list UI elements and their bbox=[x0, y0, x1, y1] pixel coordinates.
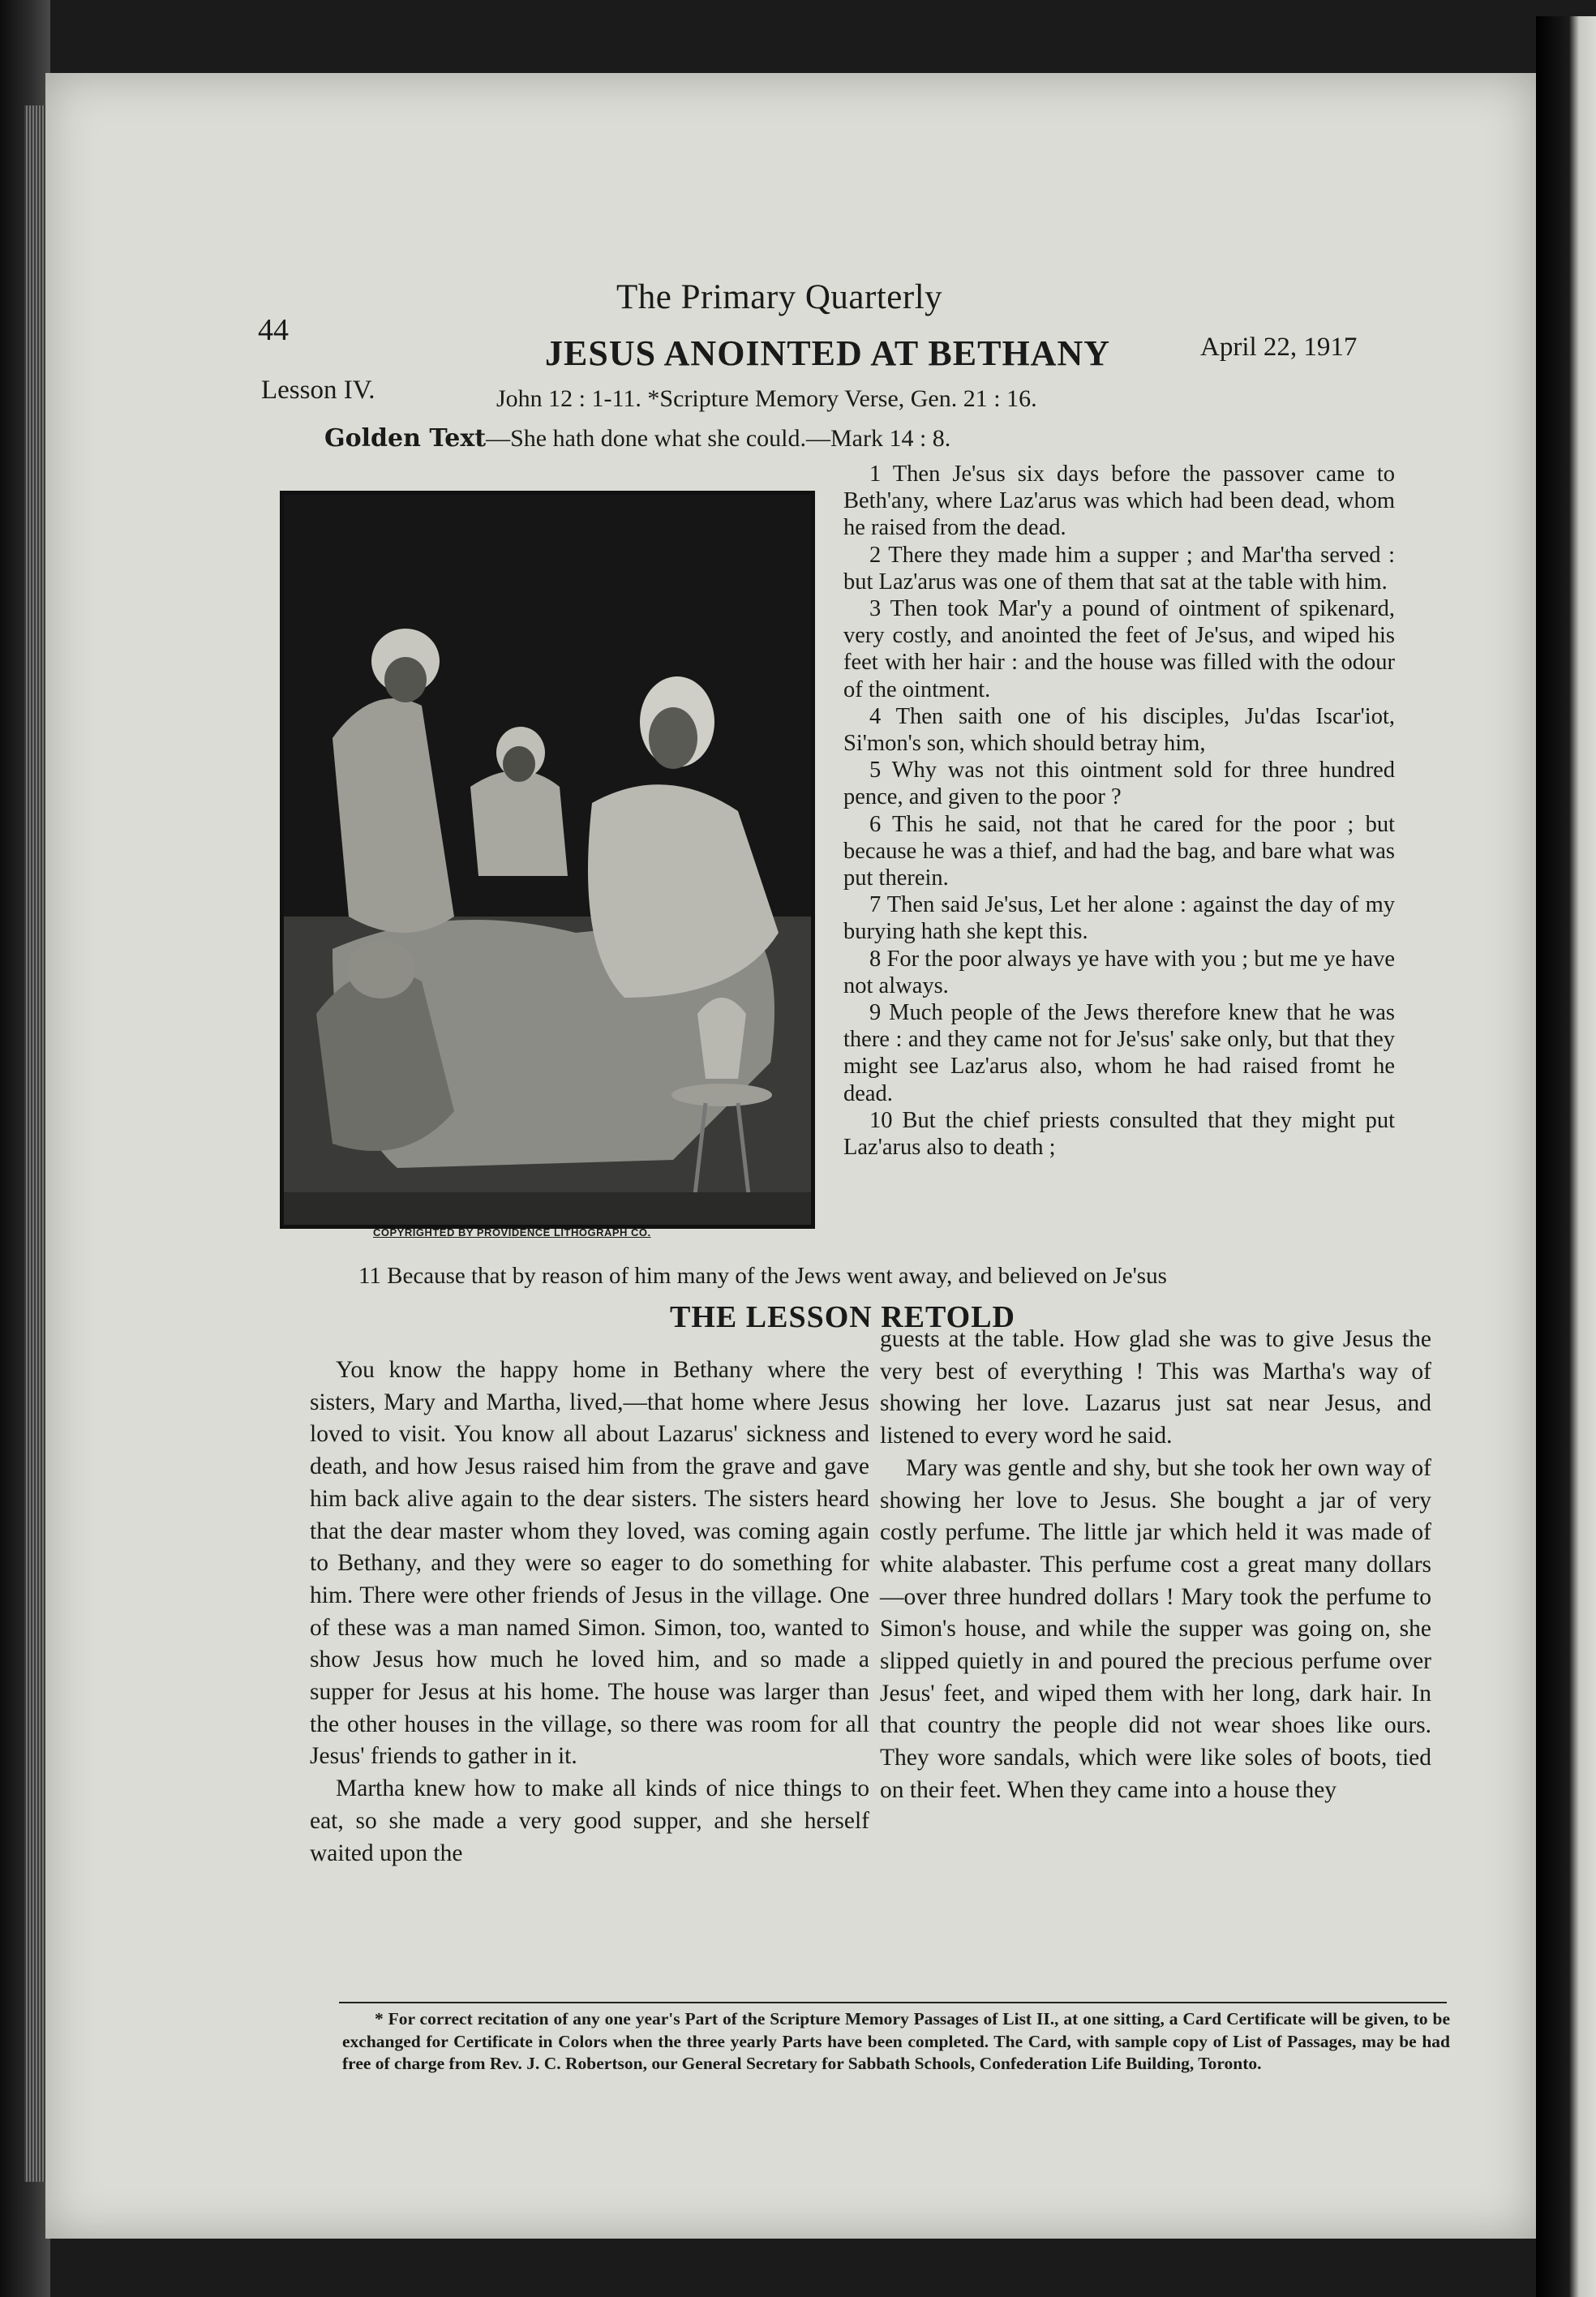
lesson-date: April 22, 1917 bbox=[1200, 333, 1358, 362]
golden-text-body: —She hath done what she could.—Mark 14 : 8. bbox=[486, 425, 951, 452]
lesson-title: JESUS ANOINTED AT BETHANY bbox=[545, 333, 1111, 373]
facing-page-edge bbox=[1536, 16, 1596, 2297]
footnote bbox=[342, 2008, 1450, 2076]
scripture-verse-11: 11 Because that by reason of him many of the Jews went away, and believed on Je'sus bbox=[358, 1263, 1167, 1289]
retold-paragraph: guests at the table. How glad she was to give Jesus the very best of everything ! This was Martha's way of showing her love. Lazarus just sat near Jesus, and listened to every word he said. bbox=[880, 1326, 1431, 1449]
scripture-verse: 9 Much people of the Jews therefore knew that he was there : and they came not for Je'sus' sake only, but that they might see Laz'arus also, whom he had raised fromt he dead. bbox=[843, 1000, 1395, 1106]
scripture-verse: 8 For the poor always ye have with you ; but me ye have not always. bbox=[843, 946, 1395, 998]
scripture-verse: 7 Then said Je'sus, Let her alone : against the day of my burying hath she kept this. bbox=[843, 892, 1395, 945]
scripture-reference: John 12 : 1-11. *Scripture Memory Verse, Gen. 21 : 16. bbox=[496, 385, 1037, 412]
footnote-divider bbox=[339, 2002, 1447, 2003]
scripture-passage bbox=[843, 461, 1395, 1161]
page-stack-edge bbox=[24, 105, 45, 2182]
scripture-verse: 5 Why was not this ointment sold for three hundred pence, and given to the poor ? bbox=[843, 758, 1395, 810]
scripture-verse: 3 Then took Mar'y a pound of ointment of spikenard, very costly, and anointed the feet of Je'sus, and wiped his feet with her hair : and the house was filled with the odour of the ointment. bbox=[843, 596, 1395, 702]
footnote-text: * For correct recitation of any one year's Part of the Scripture Memory Passages of List II., at one sitting, a Card Certificate will be given, to be exchanged for Certificate in Colors when the three yearly Parts have been completed. The Card, with sample copy of List of Passages, may be had free of charge from Rev. J. C. Robertson, our General Secretary for Sabbath Schools, Confederation Life Building, Toronto. bbox=[342, 2009, 1450, 2073]
scripture-verse: 2 There they made him a supper ; and Mar'tha served : but Laz'arus was one of them that sat at the table with him. bbox=[843, 542, 1395, 595]
retold-paragraph: Martha knew how to make all kinds of nice things to eat, so she made a very good supper, and she herself waited upon the bbox=[310, 1775, 869, 1866]
scripture-verse: 4 Then saith one of his disciples, Ju'das Iscar'iot, Si'mon's son, which should betray him, bbox=[843, 703, 1395, 757]
scripture-verse: 6 This he said, not that he cared for the poor ; but because he was a thief, and had the bag, and bare what was put therein. bbox=[843, 811, 1395, 891]
scripture-verse: 10 But the chief priests consulted that they might put Laz'arus also to death ; bbox=[843, 1107, 1395, 1161]
illustration-anointing bbox=[280, 491, 815, 1229]
retold-paragraph: You know the happy home in Bethany where the sisters, Mary and Martha, lived,—that home where Jesus loved to visit. You know all about Lazarus' sickness and death, and how Jesus raised him from the grave and gave him back alive again to the dear sisters. The sisters heard that the dear master whom they loved, was coming again to Bethany, and they were so eager to do something for him. There were other friends of Jesus in the village. One of these was a man named Simon. Simon, too, wanted to show Jesus how much he loved him, and so made a supper for Jesus at his home. The house was larger than the other houses in the village, so there was room for all Jesus' friends to gather in it. bbox=[310, 1357, 869, 1770]
retold-column-right bbox=[880, 1324, 1431, 1807]
running-head: The Primary Quarterly bbox=[616, 278, 943, 316]
golden-text-label: Golden Text bbox=[324, 424, 487, 453]
illustration-drawing bbox=[284, 495, 811, 1225]
section-title-lesson-retold: THE LESSON RETOLD bbox=[670, 1300, 1016, 1334]
page-number: 44 bbox=[258, 313, 289, 347]
golden-text bbox=[324, 424, 950, 453]
illustration-credit: COPYRIGHTED BY PROVIDENCE LITHOGRAPH CO. bbox=[373, 1226, 651, 1239]
retold-paragraph: Mary was gentle and shy, but she took her own way of showing her love to Jesus. She bought a jar of very costly perfume. The little jar which held it was made of white alabaster. This perfume cost a great many dollars—over three hundred dollars ! Mary took the perfume to Simon's house, and while the supper was going on, she slipped quietly in and poured the precious perfume over Jesus' feet, and wiped them with her long, dark hair. In that country the people did not wear shoes like ours. They wore sandals, which were like soles of boots, tied on their feet. When they came into a house they bbox=[880, 1454, 1431, 1803]
scripture-verse: 1 Then Je'sus six days before the passover came to Beth'any, where Laz'arus was which had been dead, whom he raised from the dead. bbox=[843, 462, 1395, 541]
lesson-label: Lesson IV. bbox=[261, 376, 375, 405]
retold-column-left bbox=[310, 1355, 869, 1870]
